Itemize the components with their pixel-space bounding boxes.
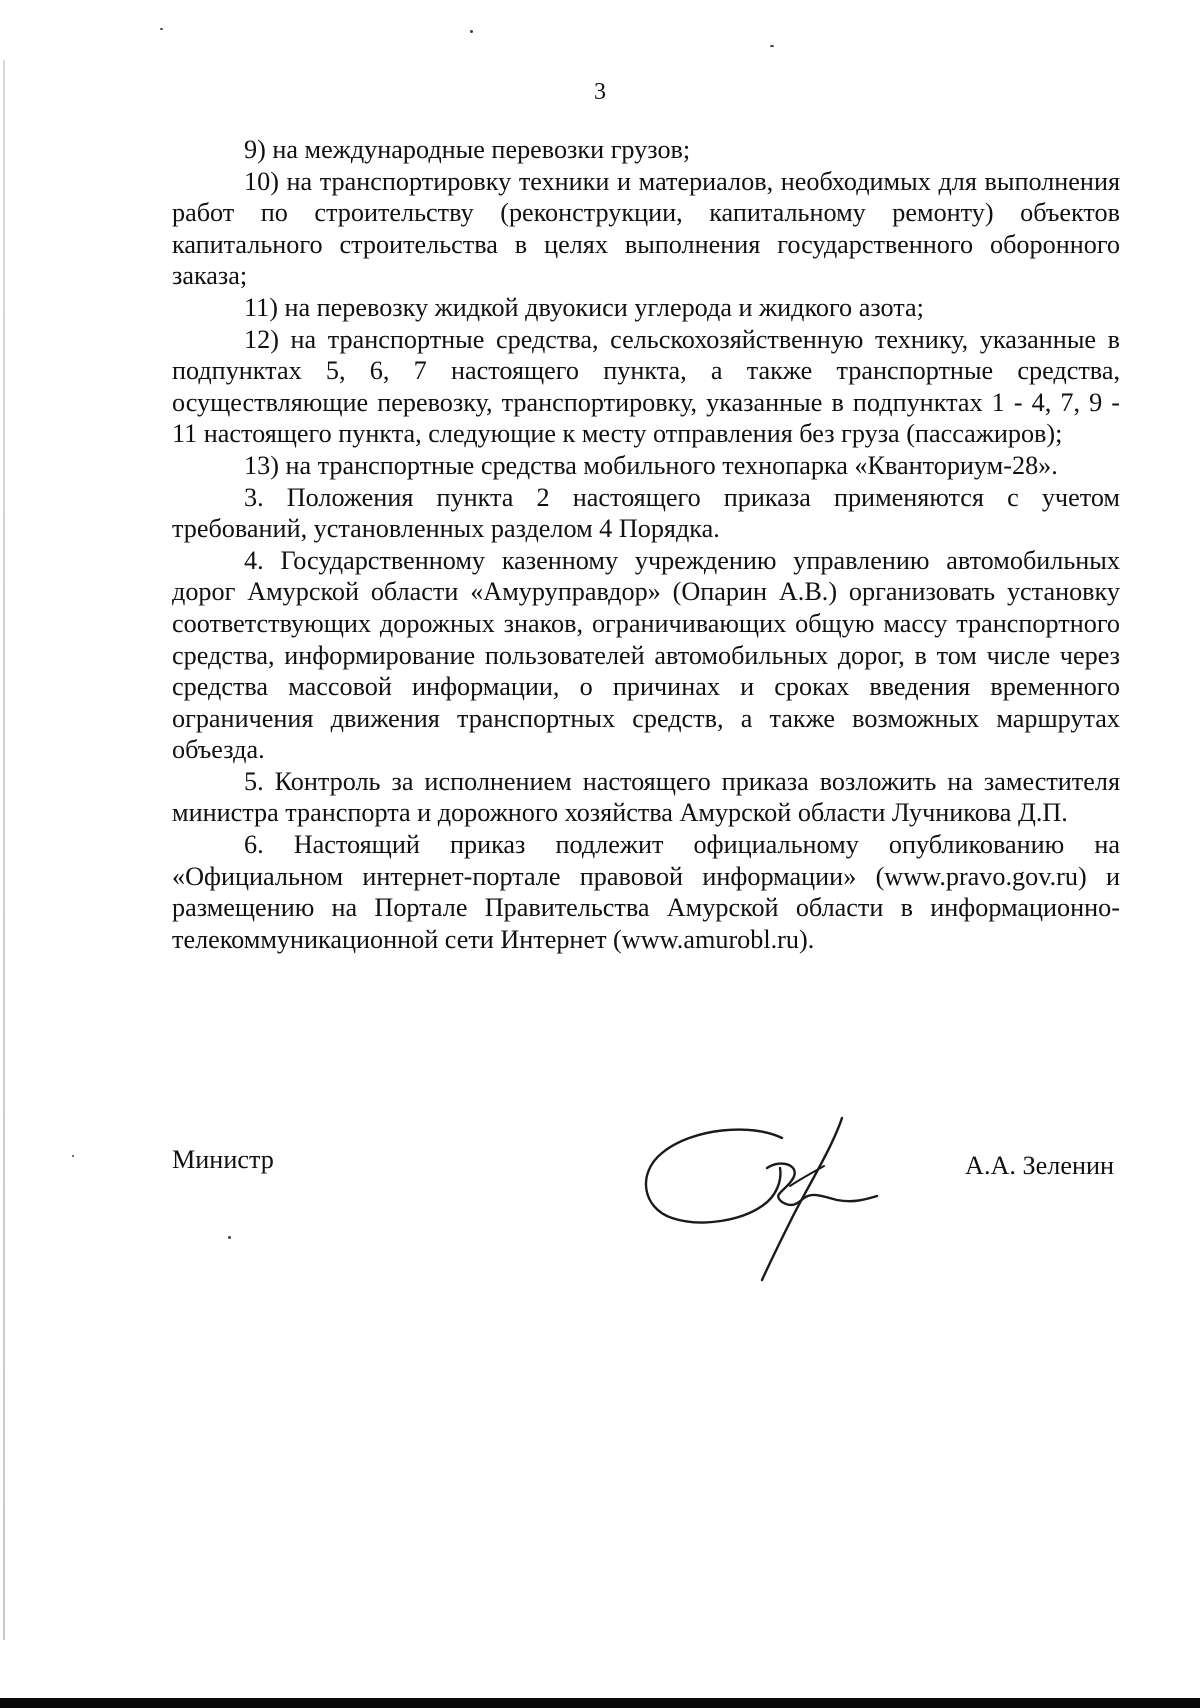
paragraph-clause-5: 5. Контроль за исполнением настоящего приказа возложить на заместителя министра транспорта и дорожного хозяйства Амурской области Лучникова Д.П. <box>172 766 1120 828</box>
page-number: 3 <box>594 79 606 105</box>
paragraph-clause-4: 4. Государственному казенному учреждению управлению автомобильных дорог Амурской области «Амуруправдор» (Опарин А.В.) организовать установку соответствующих дорожных знаков, ограничивающих общую массу транспортного средства, информирование пользователей автомобильных дорог, в том числе через средства массовой информации, о причинах и сроках введения временного ограничения движения транспортных средств, а также возможных маршрутах объезда. <box>172 545 1120 765</box>
scan-speck <box>228 1236 231 1239</box>
handwritten-signature <box>632 1108 882 1283</box>
signatory-name: А.А. Зеленин <box>965 1151 1114 1180</box>
paragraph-clause-3: 3. Положения пункта 2 настоящего приказа применяются с учетом требований, установленных разделом 4 Порядка. <box>172 482 1120 544</box>
paragraph-item-9: 9) на международные перевозки грузов; <box>244 135 691 164</box>
document-body <box>172 134 1120 955</box>
paragraph-item-12: 12) на транспортные средства, сельскохозяйственную технику, указанные в подпунктах 5, 6, 7 настоящего пункта, а также транспортные средства, осуществляющие перевозку, транспортировку, указанные в подпунктах 1 - 4, 7, 9 - 11 настоящего пункта, следующие к месту отправления без груза (пассажиров); <box>172 324 1120 449</box>
paragraph-clause-6: 6. Настоящий приказ подлежит официальному опубликованию на «Официальном интернет-портале правовой информации» (www.pravo.gov.ru) и размещению на Портале Правительства Амурской области в информационно-телекоммуникационной сети Интернет (www.amurobl.ru). <box>172 830 1120 954</box>
scan-speck <box>160 28 163 30</box>
scan-speck <box>770 45 774 47</box>
scan-edge-left <box>3 60 5 1640</box>
paragraph-item-11: 11) на перевозку жидкой двуокиси углерода и жидкого азота; <box>244 292 924 322</box>
paragraph-item-13: 13) на транспортные средства мобильного технопарка «Кванториум-28». <box>244 450 1058 480</box>
scan-speck <box>72 1155 74 1157</box>
signature-block <box>172 1140 1120 1280</box>
scan-speck <box>470 30 473 33</box>
paragraph-item-10: 10) на транспортировку техники и материалов, необходимых для выполнения работ по строительству (реконструкции, капитальному ремонту) объектов капитального строительства в целях выполнения государственного оборонного заказа; <box>172 166 1120 291</box>
signatory-title: Министр <box>172 1145 274 1174</box>
scan-bottom-edge <box>0 1698 1200 1708</box>
